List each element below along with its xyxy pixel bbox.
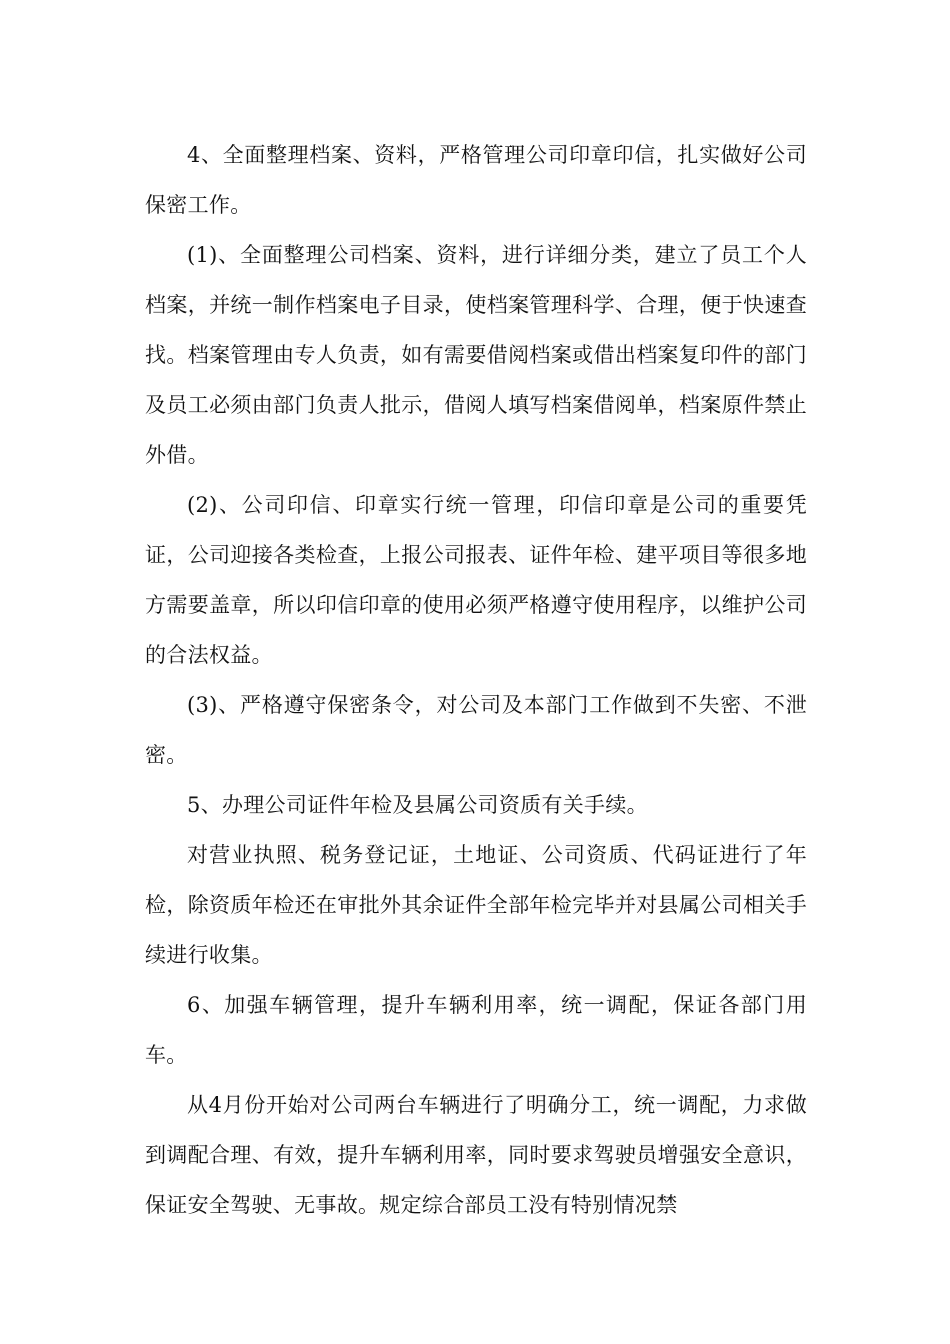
paragraph-confidentiality: (3)、严格遵守保密条令，对公司及本部门工作做到不失密、不泄密。: [145, 693, 807, 767]
section-5-heading: 5、办理公司证件年检及县属公司资质有关手续。: [187, 793, 648, 817]
paragraph-vehicles: 从4月份开始对公司两台车辆进行了明确分工，统一调配，力求做到调配合理、有效，提升车辆利用率，同时要求驾驶员增强安全意识，保证安全驾驶、无事故。规定综合部员工没有特别情况禁: [145, 1093, 807, 1217]
section-4-heading: 4、全面整理档案、资料，严格管理公司印章印信，扎实做好公司保密工作。: [145, 143, 807, 217]
paragraph-annual-inspection: 对营业执照、税务登记证，土地证、公司资质、代码证进行了年检，除资质年检还在审批外其余证件全部年检完毕并对县属公司相关手续进行收集。: [145, 843, 807, 967]
paragraph-seals: (2)、公司印信、印章实行统一管理，印信印章是公司的重要凭证，公司迎接各类检查，上报公司报表、证件年检、建平项目等很多地方需要盖章，所以印信印章的使用必须严格遵守使用程序，以维护公司的合法权益。: [145, 493, 807, 667]
document-body: [145, 130, 807, 1230]
paragraph-archives: (1)、全面整理公司档案、资料，进行详细分类，建立了员工个人档案，并统一制作档案电子目录，使档案管理科学、合理，便于快速查找。档案管理由专人负责，如有需要借阅档案或借出档案复印件的部门及员工必须由部门负责人批示，借阅人填写档案借阅单，档案原件禁止外借。: [145, 243, 807, 467]
section-6-heading: 6、加强车辆管理，提升车辆利用率，统一调配，保证各部门用车。: [145, 993, 807, 1067]
